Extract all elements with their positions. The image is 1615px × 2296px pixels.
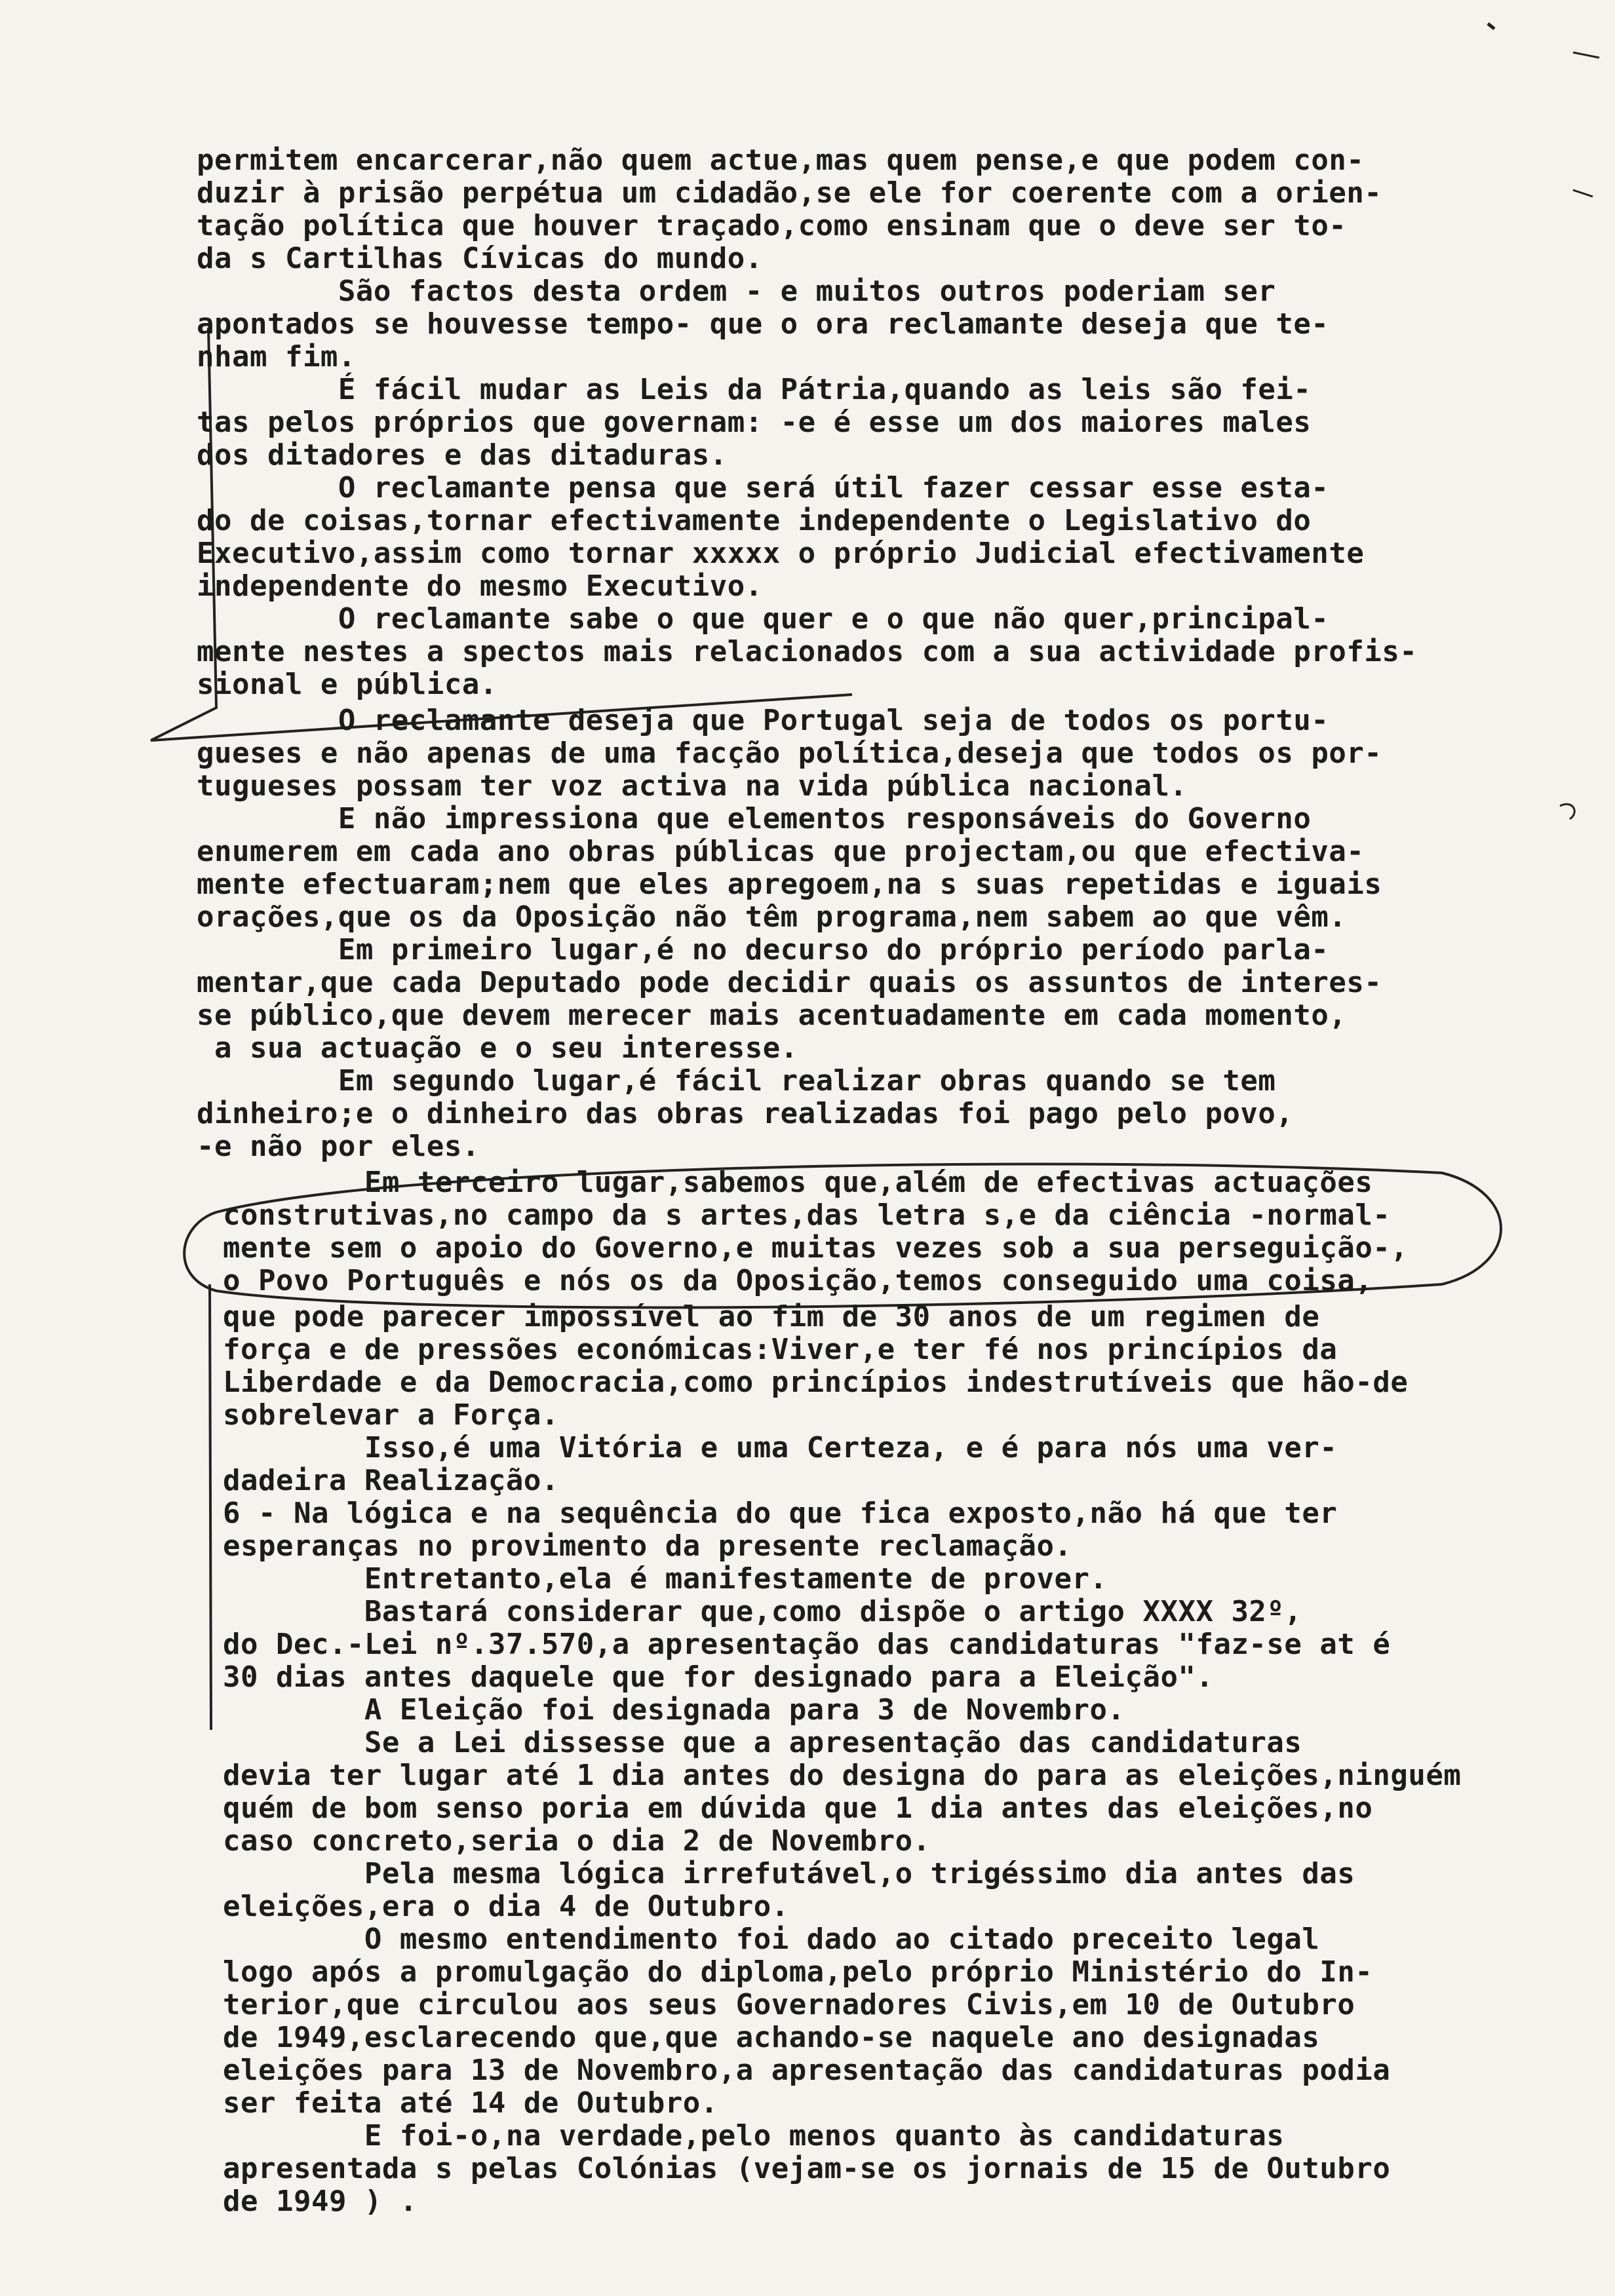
text-line: tas pelos próprios que governam: -e é esse um dos maiores males: [197, 406, 1312, 439]
text-line: construtivas,no campo da s artes,das letra s,e da ciência -normal-: [223, 1198, 1391, 1232]
text-line: do de coisas,tornar efectivamente independente o Legislativo do: [197, 504, 1312, 537]
text-line: São factos desta ordem - e muitos outros poderiam ser: [197, 275, 1276, 308]
text-line: terior,que circulou aos seus Governadores Civis,em 10 de Outubro: [223, 1988, 1355, 2021]
text-line: E não impressiona que elementos responsáveis do Governo: [197, 802, 1312, 835]
text-line: permitem encarcerar,não quem actue,mas quem pense,e que podem con-: [197, 144, 1365, 177]
text-line: enumerem em cada ano obras públicas que projectam,ou que efectiva-: [197, 835, 1365, 868]
text-line: apresentada s pelas Colónias (vejam-se os jornais de 15 de Outubro: [223, 2152, 1391, 2185]
text-line: A Eleição foi designada para 3 de Novembro.: [223, 1693, 1125, 1727]
text-line: sional e pública.: [197, 668, 497, 701]
text-line: Em segundo lugar,é fácil realizar obras quando se tem: [197, 1064, 1276, 1098]
text-line: de 1949,esclarecendo que,que achando-se naquele ano designadas: [223, 2021, 1320, 2054]
text-line: de 1949 ) .: [223, 2185, 418, 2218]
text-line: logo após a promulgação do diploma,pelo próprio Ministério do In-: [223, 1955, 1373, 1989]
text-line: Em terceiro lugar,sabemos que,além de efectivas actuações: [223, 1166, 1373, 1199]
text-line: dos ditadores e das ditaduras.: [197, 438, 728, 472]
text-line: ser feita até 14 de Outubro.: [223, 2086, 718, 2120]
text-line: É fácil mudar as Leis da Pátria,quando as leis são fei-: [197, 373, 1312, 406]
text-line: gueses e não apenas de uma facção política,deseja que todos os por-: [197, 737, 1382, 770]
text-line: o Povo Português e nós os da Oposição,temos conseguido uma coisa,: [223, 1264, 1373, 1297]
text-line: tação política que houver traçado,como ensinam que o deve ser to-: [197, 209, 1347, 242]
text-line: duzir à prisão perpétua um cidadão,se ele for coerente com a orien-: [197, 176, 1382, 210]
text-line: sobrelevar a Força.: [223, 1398, 559, 1432]
text-line: Entretanto,ela é manifestamente de prover.: [223, 1562, 1108, 1596]
text-line: Em primeiro lugar,é no decurso do próprio período parla-: [197, 933, 1329, 966]
text-line: O reclamante sabe o que quer e o que não quer,principal-: [197, 602, 1329, 636]
text-line: a sua actuação e o seu interesse.: [197, 1031, 798, 1065]
text-line: Pela mesma lógica irrefutável,o trigéssimo dia antes das: [223, 1857, 1355, 1890]
text-line: 30 dias antes daquele que for designado para a Eleição".: [223, 1660, 1214, 1694]
text-line: devia ter lugar até 1 dia antes do designa do para as eleições,ninguém: [223, 1759, 1462, 1792]
text-line: apontados se houvesse tempo- que o ora reclamante deseja que te-: [197, 307, 1329, 341]
text-line: Isso,é uma Vitória e uma Certeza, e é para nós uma ver-: [223, 1431, 1338, 1464]
text-line: quém de bom senso poria em dúvida que 1 dia antes das eleições,no: [223, 1791, 1373, 1825]
text-line: E foi-o,na verdade,pelo menos quanto às candidaturas: [223, 2119, 1285, 2152]
text-line: dinheiro;e o dinheiro das obras realizadas foi pago pelo povo,: [197, 1097, 1294, 1130]
text-line: força e de pressões económicas:Viver,e ter fé nos princípios da: [223, 1333, 1338, 1366]
text-line: mentar,que cada Deputado pode decidir quais os assuntos de interes-: [197, 966, 1382, 999]
text-line: O mesmo entendimento foi dado ao citado preceito legal: [223, 1923, 1320, 1956]
text-line: mente nestes a spectos mais relacionados com a sua actividade profis-: [197, 635, 1418, 668]
text-line: Liberdade e da Democracia,como princípios indestrutíveis que hão-de: [223, 1366, 1409, 1399]
text-line: 6 - Na lógica e na sequência do que fica exposto,não há que ter: [223, 1497, 1338, 1530]
text-line: Se a Lei dissesse que a apresentação das candidaturas: [223, 1726, 1302, 1759]
text-line: caso concreto,seria o dia 2 de Novembro.: [223, 1824, 931, 1858]
text-line: mente efectuaram;nem que eles apregoem,na s suas repetidas e iguais: [197, 868, 1382, 901]
text-line: dadeira Realização.: [223, 1464, 559, 1497]
text-line: Executivo,assim como tornar xxxxx o próprio Judicial efectivamente: [197, 537, 1365, 570]
text-line: orações,que os da Oposição não têm programa,nem sabem ao que vêm.: [197, 900, 1347, 934]
text-line: Bastará considerar que,como dispõe o artigo XXXX 32º,: [223, 1595, 1302, 1628]
text-line: mente sem o apoio do Governo,e muitas vezes sob a sua perseguição-,: [223, 1231, 1409, 1265]
text-line: tugueses possam ter voz activa na vida pública nacional.: [197, 769, 1188, 803]
text-line: eleições para 13 de Novembro,a apresentação das candidaturas podia: [223, 2054, 1391, 2087]
text-line: que pode parecer impossível ao fim de 30 anos de um regimen de: [223, 1300, 1320, 1333]
text-line: eleições,era o dia 4 de Outubro.: [223, 1890, 789, 1923]
text-line: O reclamante deseja que Portugal seja de todos os portu-: [197, 704, 1329, 737]
text-line: nham fim.: [197, 340, 356, 373]
text-line: da s Cartilhas Cívicas do mundo.: [197, 242, 763, 275]
text-line: esperanças no provimento da presente reclamação.: [223, 1529, 1072, 1563]
text-line: O reclamante pensa que será útil fazer cessar esse esta-: [197, 471, 1329, 505]
text-line: se público,que devem merecer mais acentuadamente em cada momento,: [197, 999, 1347, 1032]
text-line: independente do mesmo Executivo.: [197, 569, 763, 603]
text-line: -e não por eles.: [197, 1130, 480, 1163]
text-line: do Dec.-Lei nº.37.570,a apresentação das candidaturas "faz-se at é: [223, 1628, 1391, 1661]
